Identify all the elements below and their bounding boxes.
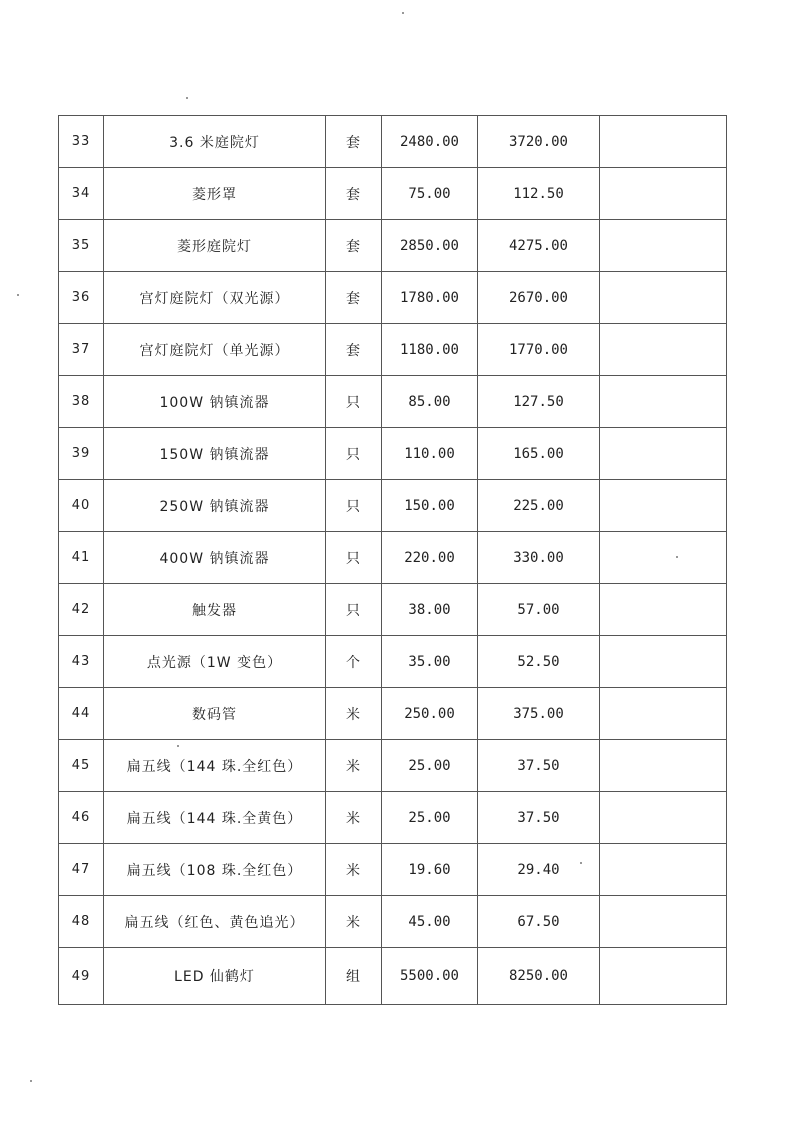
price-table: [58, 115, 727, 1005]
item-note: [600, 272, 727, 324]
item-note: [600, 376, 727, 428]
item-note: [600, 116, 727, 168]
item-note: [600, 896, 727, 948]
table-row: [59, 688, 727, 740]
table-row: [59, 844, 727, 896]
item-note: [600, 636, 727, 688]
item-number: 42: [59, 584, 104, 636]
table-row: [59, 948, 727, 1005]
item-price-1: 45.00: [382, 896, 478, 948]
item-name: 250W 钠镇流器: [104, 480, 326, 532]
table-row: [59, 272, 727, 324]
item-name: 扁五线（红色、黄色追光）: [104, 896, 326, 948]
item-unit: 只: [326, 532, 382, 584]
item-price-2: 57.00: [478, 584, 600, 636]
item-price-1: 150.00: [382, 480, 478, 532]
scan-speck: [186, 97, 188, 99]
table-row: [59, 584, 727, 636]
item-price-2: 3720.00: [478, 116, 600, 168]
item-price-2: 375.00: [478, 688, 600, 740]
item-unit: 只: [326, 480, 382, 532]
item-number: 41: [59, 532, 104, 584]
item-unit: 米: [326, 896, 382, 948]
table-row: [59, 480, 727, 532]
item-price-1: 220.00: [382, 532, 478, 584]
item-unit: 套: [326, 168, 382, 220]
item-unit: 套: [326, 116, 382, 168]
item-note: [600, 688, 727, 740]
table-row: [59, 896, 727, 948]
item-unit: 米: [326, 688, 382, 740]
table-row: [59, 116, 727, 168]
item-name: 菱形罩: [104, 168, 326, 220]
item-note: [600, 740, 727, 792]
item-price-1: 1780.00: [382, 272, 478, 324]
item-unit: 米: [326, 844, 382, 896]
item-price-2: 112.50: [478, 168, 600, 220]
table-row: [59, 324, 727, 376]
item-price-1: 38.00: [382, 584, 478, 636]
item-unit: 米: [326, 792, 382, 844]
item-name: 扁五线（144 珠.全黄色）: [104, 792, 326, 844]
item-number: 35: [59, 220, 104, 272]
item-price-2: 225.00: [478, 480, 600, 532]
item-price-1: 25.00: [382, 792, 478, 844]
item-unit: 套: [326, 220, 382, 272]
table-row: [59, 792, 727, 844]
item-price-2: 37.50: [478, 792, 600, 844]
item-price-1: 250.00: [382, 688, 478, 740]
item-note: [600, 168, 727, 220]
scan-speck: [17, 294, 19, 296]
item-price-1: 35.00: [382, 636, 478, 688]
item-unit: 个: [326, 636, 382, 688]
item-name: 触发器: [104, 584, 326, 636]
table-row: [59, 168, 727, 220]
table-row: [59, 376, 727, 428]
item-name: 数码管: [104, 688, 326, 740]
item-price-1: 25.00: [382, 740, 478, 792]
item-price-2: 127.50: [478, 376, 600, 428]
item-name: 3.6 米庭院灯: [104, 116, 326, 168]
item-price-2: 67.50: [478, 896, 600, 948]
item-number: 33: [59, 116, 104, 168]
item-number: 47: [59, 844, 104, 896]
item-price-1: 2850.00: [382, 220, 478, 272]
item-number: 40: [59, 480, 104, 532]
item-price-1: 75.00: [382, 168, 478, 220]
item-price-2: 52.50: [478, 636, 600, 688]
item-price-1: 85.00: [382, 376, 478, 428]
table-row: [59, 428, 727, 480]
scan-speck: [30, 1080, 32, 1082]
item-note: [600, 220, 727, 272]
item-price-2: 4275.00: [478, 220, 600, 272]
item-price-2: 165.00: [478, 428, 600, 480]
item-note: [600, 428, 727, 480]
table-row: [59, 636, 727, 688]
item-name: 扁五线（108 珠.全红色）: [104, 844, 326, 896]
item-number: 44: [59, 688, 104, 740]
item-price-1: 110.00: [382, 428, 478, 480]
item-note: [600, 324, 727, 376]
item-unit: 组: [326, 948, 382, 1005]
item-unit: 只: [326, 584, 382, 636]
item-unit: 米: [326, 740, 382, 792]
table-row: [59, 532, 727, 584]
item-number: 48: [59, 896, 104, 948]
item-number: 38: [59, 376, 104, 428]
table-row: [59, 220, 727, 272]
item-number: 36: [59, 272, 104, 324]
item-price-1: 2480.00: [382, 116, 478, 168]
item-unit: 只: [326, 428, 382, 480]
item-note: [600, 792, 727, 844]
item-note: [600, 948, 727, 1005]
item-name: 400W 钠镇流器: [104, 532, 326, 584]
item-number: 43: [59, 636, 104, 688]
item-price-2: 2670.00: [478, 272, 600, 324]
item-note: [600, 532, 727, 584]
item-name: 点光源（1W 变色）: [104, 636, 326, 688]
item-number: 49: [59, 948, 104, 1005]
item-note: [600, 844, 727, 896]
item-price-1: 19.60: [382, 844, 478, 896]
item-name: 宫灯庭院灯（单光源）: [104, 324, 326, 376]
item-unit: 套: [326, 324, 382, 376]
item-name: 宫灯庭院灯（双光源）: [104, 272, 326, 324]
item-price-2: 29.40: [478, 844, 600, 896]
item-name: LED 仙鹤灯: [104, 948, 326, 1005]
item-name: 扁五线（144 珠.全红色）: [104, 740, 326, 792]
item-note: [600, 584, 727, 636]
item-number: 45: [59, 740, 104, 792]
item-unit: 只: [326, 376, 382, 428]
item-price-2: 1770.00: [478, 324, 600, 376]
item-price-1: 5500.00: [382, 948, 478, 1005]
item-number: 46: [59, 792, 104, 844]
item-price-1: 1180.00: [382, 324, 478, 376]
item-price-2: 8250.00: [478, 948, 600, 1005]
price-table-body: [59, 116, 727, 1005]
item-name: 100W 钠镇流器: [104, 376, 326, 428]
item-name: 150W 钠镇流器: [104, 428, 326, 480]
item-price-2: 37.50: [478, 740, 600, 792]
item-note: [600, 480, 727, 532]
item-number: 39: [59, 428, 104, 480]
item-unit: 套: [326, 272, 382, 324]
item-number: 37: [59, 324, 104, 376]
item-price-2: 330.00: [478, 532, 600, 584]
scan-speck: [402, 12, 404, 14]
table-row: [59, 740, 727, 792]
item-name: 菱形庭院灯: [104, 220, 326, 272]
item-number: 34: [59, 168, 104, 220]
